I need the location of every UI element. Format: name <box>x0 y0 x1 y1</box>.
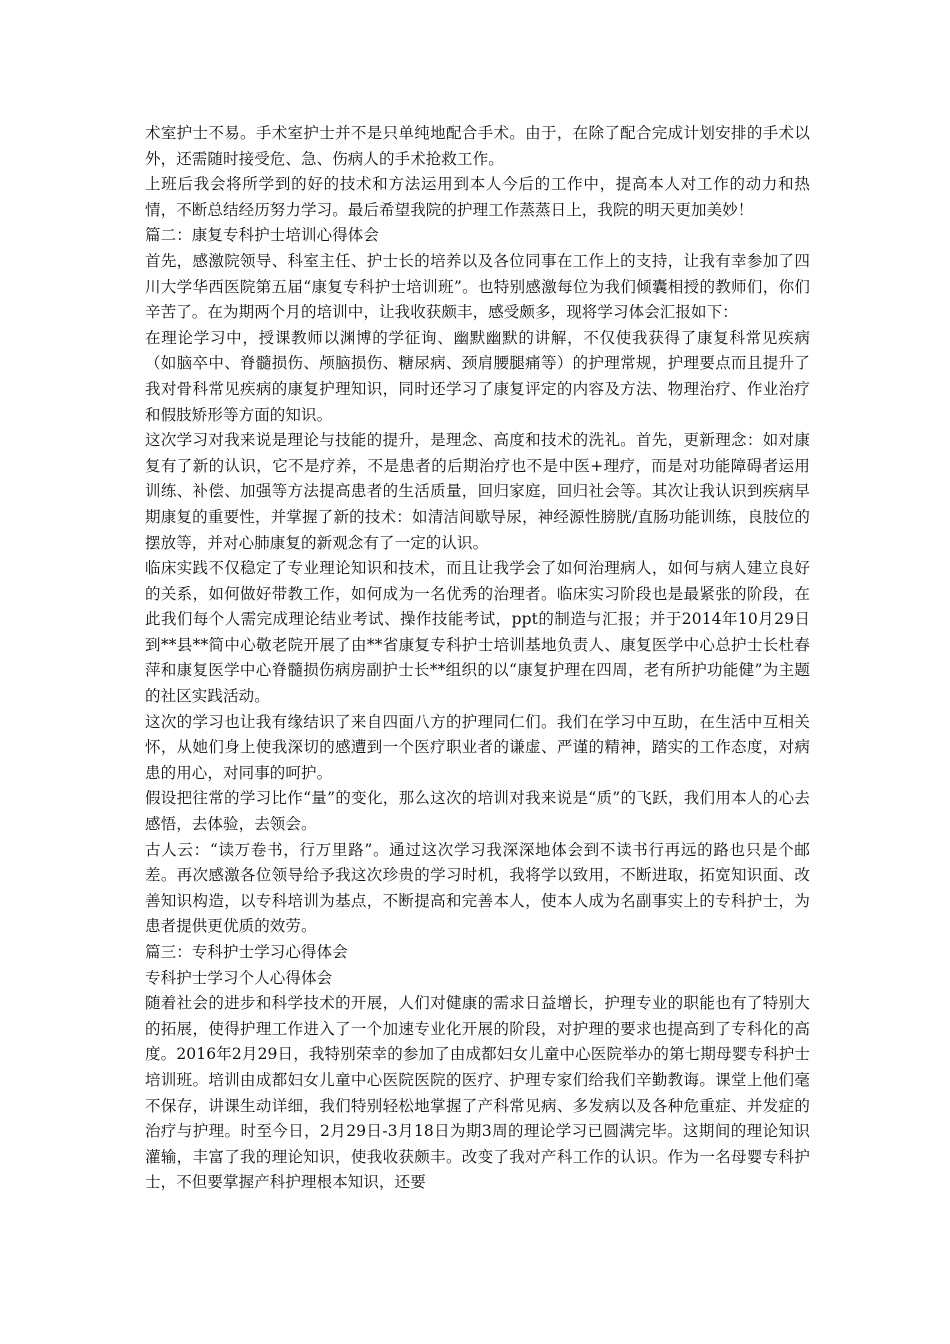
paragraph: 假设把往常的学习比作“量”的变化，那么这次的培训对我来说是“质”的飞跃，我们用本人的心去感悟，去体验，去领会。 <box>145 789 810 834</box>
document-body <box>145 121 810 1196</box>
paragraph: 在理论学习中，授课教师以渊博的学征询、幽默幽默的讲解，不仅使我获得了康复科常见疾病（如脑卒中、脊髓损伤、颅脑损伤、糖尿病、颈肩腰腿痛等）的护理常规，护理要点而且提升了我对骨科常见疾病的康复护理知识，同时还学习了康复评定的内容及方法、物理治疗、作业治疗和假肢矫形等方面的知识。 <box>145 328 810 424</box>
section-heading: 篇二：康复专科护士培训心得体会 <box>145 226 380 245</box>
section-heading: 篇三：专科护士学习心得体会 <box>145 943 348 961</box>
paragraph: 上班后我会将所学到的好的技术和方法运用到本人今后的工作中，提高本人对工作的动力和热情，不断总结经历努力学习。最后希望我院的护理工作蒸蒸日上，我院的明天更加美妙！ <box>145 175 810 219</box>
paragraph: 这次的学习也让我有缘结识了来自四面八方的护理同仁们。我们在学习中互助，在生活中互相关怀，从她们身上使我深切的感遭到一个医疗职业者的谦虚、严谨的精神，踏实的工作态度，对病患的用心，对同事的呵护。 <box>145 712 810 782</box>
paragraph: 随着社会的进步和科学技术的开展，人们对健康的需求日益增长，护理专业的职能也有了特别大的拓展，使得护理工作进入了一个加速专业化开展的阶段，对护理的要求也提高到了专科化的高度。2016年2月29日，我特别荣幸的参加了由成都妇女儿童中心医院举办的第七期母婴专科护士培训班。培训由成都妇女儿童中心医院医院的医疗、护理专家们给我们辛勤教诲。课堂上他们毫不保存，讲课生动详细，我们特别轻松地掌握了产科常见病、多发病以及各种危重症、并发症的治疗与护理。时至今日，2月29日-3月18日为期3周的理论学习已圆满完毕。这期间的理论知识灌输，丰富了我的理论知识，使我收获颇丰。改变了我对产科工作的认识。作为一名母婴专科护士，不但要掌握产科护理根本知识，还要 <box>145 994 810 1192</box>
paragraph: 首先，感激院领导、科室主任、护士长的培养以及各位同事在工作上的支持，让我有幸参加了四川大学华西医院第五届“康复专科护士培训班”。也特别感激每位为我们倾囊相授的教师们，你们辛苦了。在为期两个月的培训中，让我收获颇丰，感受颇多，现将学习体会汇报如下： <box>145 251 810 322</box>
subheading: 专科护士学习个人心得体会 <box>145 968 333 987</box>
paragraph: 古人云：“读万卷书，行万里路”。通过这次学习我深深地体会到不读书行再远的路也只是个邮差。再次感激各位领导给予我这次珍贵的学习时机，我将学以致用，不断进取，拓宽知识面、改善知识构造，以专科培训为基点，不断提高和完善本人，使本人成为名副事实上的专科护士，为患者提供更优质的效劳。 <box>145 840 810 936</box>
paragraph: 术室护士不易。手术室护士并不是只单纯地配合手术。由于，在除了配合完成计划安排的手术以外，还需随时接受危、急、伤病人的手术抢救工作。 <box>145 124 810 168</box>
paragraph: 这次学习对我来说是理论与技能的提升，是理念、高度和技术的洗礼。首先，更新理念：如对康复有了新的认识，它不是疗养，不是患者的后期治疗也不是中医+理疗，而是对功能障碍者运用训练、补偿、加强等方法提高患者的生活质量，回归家庭，回归社会等。其次让我认识到疾病早期康复的重要性，并掌握了新的技术：如清洁间歇导尿，神经源性膀胱/直肠功能训练，良肢位的摆放等，并对心肺康复的新观念有了一定的认识。 <box>145 431 810 552</box>
paragraph: 临床实践不仅稳定了专业理论知识和技术，而且让我学会了如何治理病人，如何与病人建立良好的关系，如何做好带教工作，如何成为一名优秀的治理者。临床实习阶段也是最紧张的阶段，在此我们每个人需完成理论结业考试、操作技能考试，ppt的制造与汇报；并于2014年10月29日到**县**简中心敬老院开展了由**省康复专科护士培训基地负责人、康复医学中心总护士长杜春萍和康复医学中心脊髓损伤病房副护士长**组织的以“康复护理在四周，老有所护功能健”为主题的社区实践活动。 <box>145 559 810 706</box>
